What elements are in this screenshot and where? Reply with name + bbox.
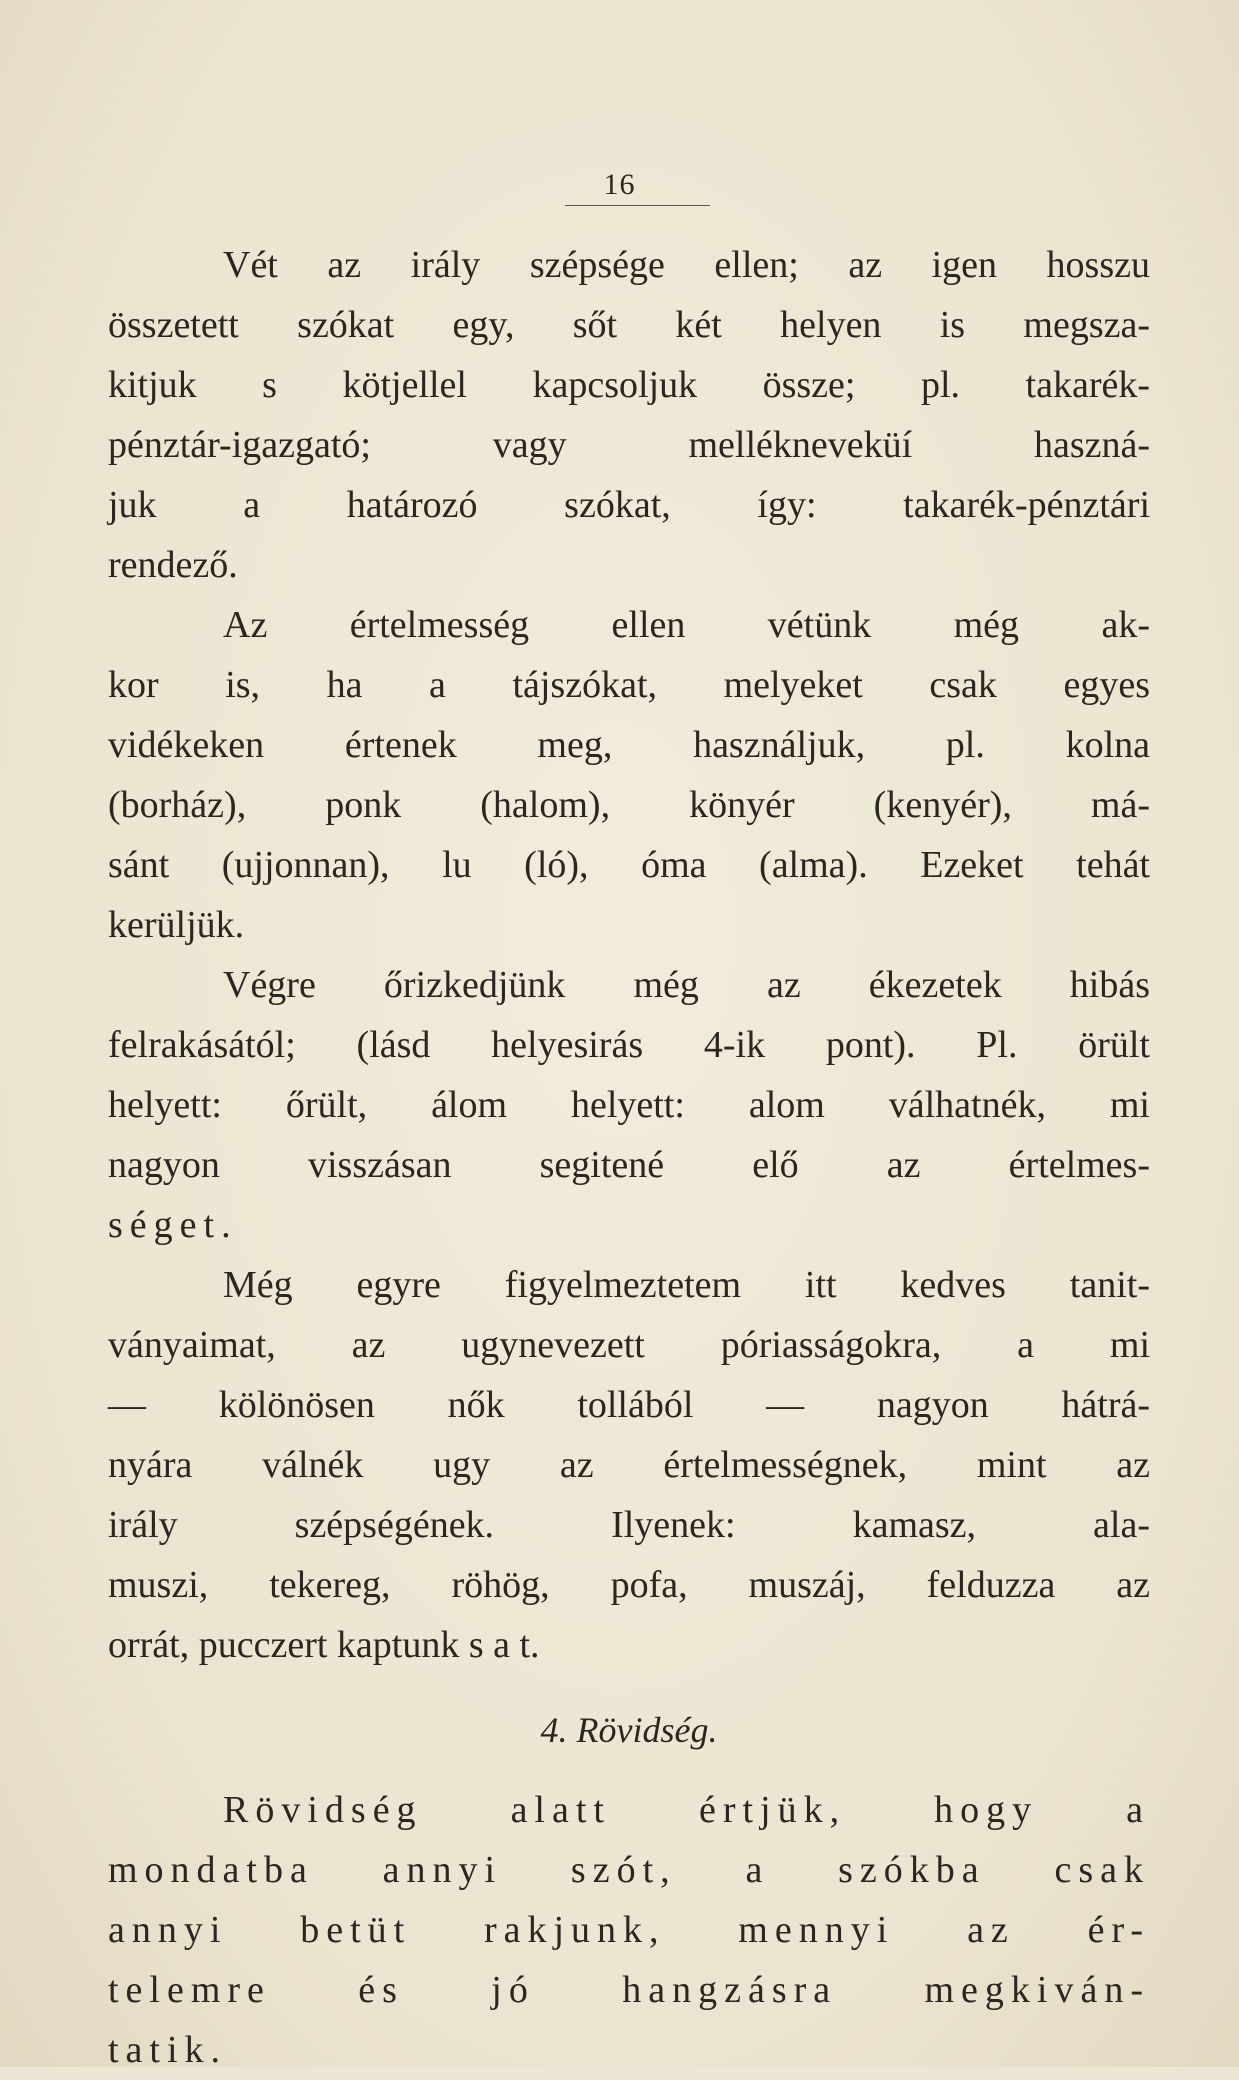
text-line: kerüljük. bbox=[108, 904, 245, 946]
header-rule bbox=[565, 205, 710, 206]
text-line: Az értelmesség ellen vétünk még ak- bbox=[223, 604, 1150, 646]
text-line: összetett szókat egy, sőt két helyen is megsza- bbox=[108, 304, 1150, 346]
text-line: (borház), ponk (halom), könyér (kenyér), má- bbox=[108, 784, 1150, 826]
text-line: helyett: őrült, álom helyett: alom válhatnék, mi bbox=[108, 1084, 1150, 1126]
text-line: mondatba annyi szót, a szókba csak bbox=[108, 1849, 1150, 1891]
text-line: — kölönösen nők tollából — nagyon hátrá- bbox=[108, 1384, 1150, 1426]
text-line: irály szépségének. Ilyenek: kamasz, ala- bbox=[108, 1504, 1150, 1546]
text-line: telemre és jó hangzásra megkiván- bbox=[108, 1969, 1150, 2011]
text-line: kitjuk s kötjellel kapcsoljuk össze; pl. takarék- bbox=[108, 364, 1150, 406]
text-line: vidékeken értenek meg, használjuk, pl. kolna bbox=[108, 724, 1150, 766]
text-line: Még egyre figyelmeztetem itt kedves tanit- bbox=[223, 1264, 1150, 1306]
text-line: felrakásától; (lásd helyesirás 4-ik pont). Pl. örült bbox=[108, 1024, 1150, 1066]
text-line: kor is, ha a tájszókat, melyeket csak egyes bbox=[108, 664, 1150, 706]
text-line: séget. bbox=[108, 1204, 238, 1246]
text-line: annyi betüt rakjunk, mennyi az ér- bbox=[108, 1909, 1150, 1951]
body-text bbox=[108, 235, 1150, 2080]
text-line: sánt (ujjonnan), lu (ló), óma (alma). Ezeket tehát bbox=[108, 844, 1150, 886]
text-line: Rövidség alatt értjük, hogy a bbox=[223, 1789, 1150, 1831]
text-line: Vét az irály szépsége ellen; az igen hosszu bbox=[223, 244, 1150, 286]
text-line: nagyon visszásan segitené elő az értelmes- bbox=[108, 1144, 1150, 1186]
page-number: 16 bbox=[603, 168, 636, 201]
text-line: orrát, pucczert kaptunk s a t. bbox=[108, 1624, 540, 1666]
text-line: nyára válnék ugy az értelmességnek, mint az bbox=[108, 1444, 1150, 1486]
text-line: pénztár-igazgató; vagy mellékneveküí haszná- bbox=[108, 424, 1150, 466]
text-line: ványaimat, az ugynevezett póriasságokra, a mi bbox=[108, 1324, 1150, 1366]
section-heading: 4. Rövidség. bbox=[540, 1710, 718, 1750]
text-line: rendező. bbox=[108, 544, 238, 586]
text-line: tatik. bbox=[108, 2029, 228, 2071]
text-line: juk a határozó szókat, így: takarék-pénztári bbox=[108, 484, 1150, 526]
text-line: muszi, tekereg, röhög, pofa, muszáj, felduzza az bbox=[108, 1564, 1150, 1606]
text-line: Végre őrizkedjünk még az ékezetek hibás bbox=[223, 964, 1150, 1006]
